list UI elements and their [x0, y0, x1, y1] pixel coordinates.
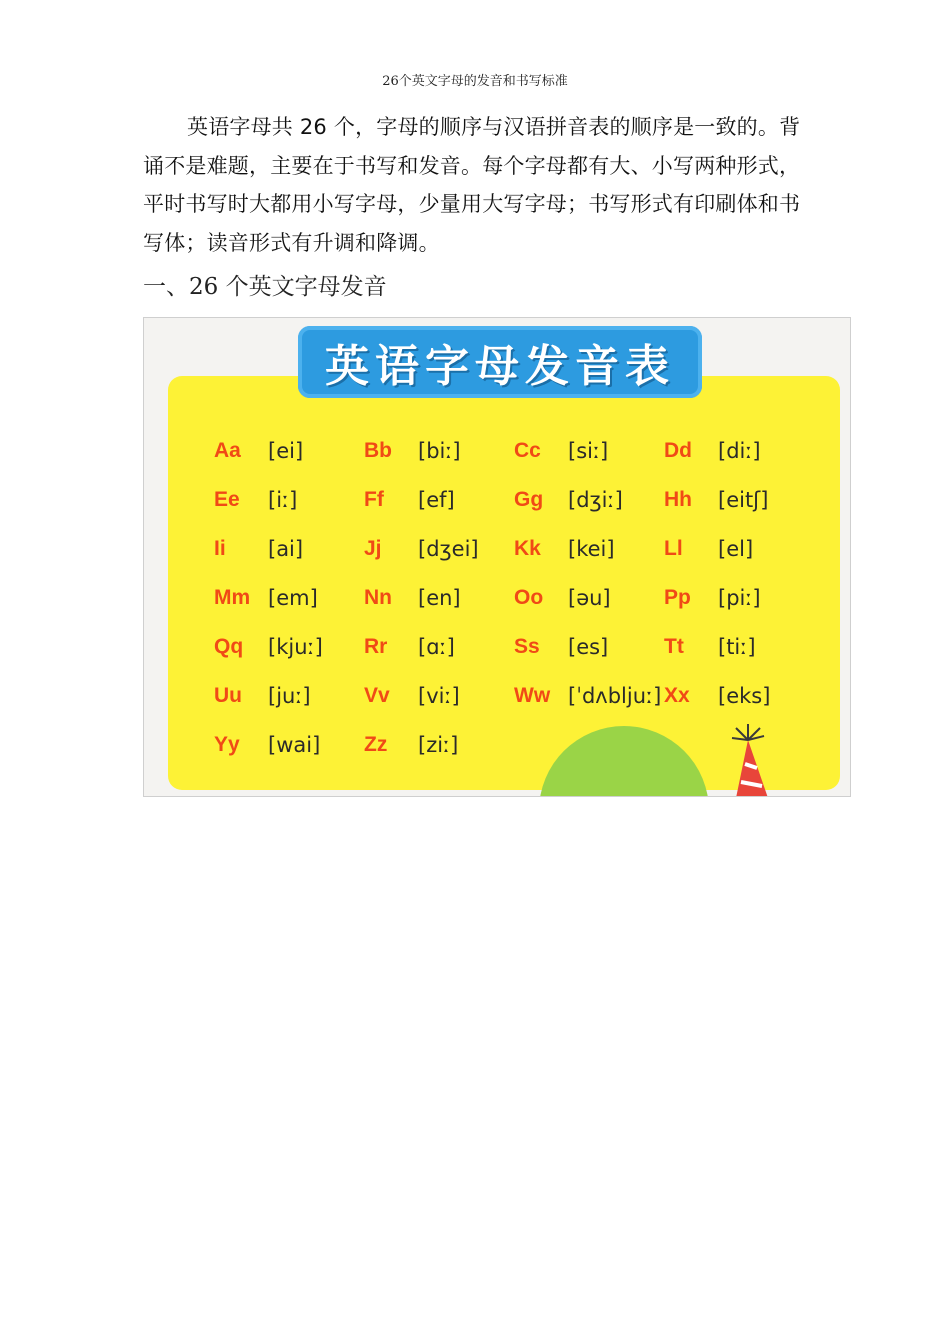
letter-label: Ff	[364, 487, 384, 511]
letter-label: Ee	[214, 487, 240, 511]
ipa-pronunciation: [ɑː]	[418, 634, 455, 659]
ipa-pronunciation: [ziː]	[418, 732, 459, 757]
ipa-pronunciation: [ei]	[268, 438, 304, 463]
letter-label: Pp	[664, 585, 691, 609]
letter-label: Dd	[664, 438, 692, 462]
section-heading: 一、26 个英文字母发音	[143, 274, 387, 300]
letter-label: Mm	[214, 585, 251, 609]
letter-entry	[364, 622, 514, 671]
ipa-pronunciation: [viː]	[418, 683, 460, 708]
letter-entry	[364, 475, 514, 524]
letter-label: Nn	[364, 585, 392, 609]
ipa-pronunciation: [dʒiː]	[568, 487, 623, 512]
ipa-pronunciation: [dʒei]	[418, 536, 479, 561]
letter-label: Hh	[664, 487, 692, 511]
letter-entry	[214, 671, 364, 720]
ipa-pronunciation: [em]	[268, 585, 318, 610]
letter-entry	[514, 524, 664, 573]
letter-entry	[664, 671, 814, 720]
ipa-pronunciation: [eks]	[718, 683, 771, 708]
ipa-pronunciation: [eitʃ]	[718, 487, 769, 512]
letter-entry	[514, 671, 664, 720]
ipa-pronunciation: [ai]	[268, 536, 304, 561]
letter-entry	[364, 573, 514, 622]
letter-label: Ss	[514, 634, 540, 658]
letter-entry	[364, 426, 514, 475]
letter-label: Cc	[514, 438, 541, 462]
ipa-pronunciation: [en]	[418, 585, 461, 610]
letter-label: Vv	[364, 683, 390, 707]
letter-label: Gg	[514, 487, 544, 511]
ipa-pronunciation: [kjuː]	[268, 634, 323, 659]
letter-entry	[214, 426, 364, 475]
ipa-pronunciation: [el]	[718, 536, 754, 561]
letter-entry	[664, 622, 814, 671]
letter-label: Xx	[664, 683, 690, 707]
letter-label: Aa	[214, 438, 241, 462]
letter-entry	[514, 622, 664, 671]
letter-label: Uu	[214, 683, 242, 707]
ipa-pronunciation: [juː]	[268, 683, 311, 708]
document-header: 26个英文字母的发音和书写标准	[382, 74, 568, 89]
alphabet-chart-image	[143, 317, 851, 797]
ipa-pronunciation: [tiː]	[718, 634, 756, 659]
ipa-pronunciation: [diː]	[718, 438, 761, 463]
letter-entry	[664, 524, 814, 573]
letter-entry	[364, 671, 514, 720]
letter-entry	[664, 475, 814, 524]
letter-label: Yy	[214, 732, 240, 756]
letter-entry	[214, 573, 364, 622]
letter-label: Qq	[214, 634, 244, 658]
letter-label: Tt	[664, 634, 684, 658]
letter-grid	[214, 426, 814, 769]
ipa-pronunciation: [biː]	[418, 438, 461, 463]
letter-entry	[514, 426, 664, 475]
letter-label: Bb	[364, 438, 392, 462]
letter-entry	[514, 475, 664, 524]
ipa-pronunciation: [ˈdʌbljuː]	[568, 683, 662, 708]
ipa-pronunciation: [es]	[568, 634, 609, 659]
letter-entry	[214, 622, 364, 671]
ipa-pronunciation: [əu]	[568, 585, 611, 610]
ipa-pronunciation: [kei]	[568, 536, 615, 561]
letter-label: Zz	[364, 732, 388, 756]
letter-entry	[364, 524, 514, 573]
letter-label: Ww	[514, 683, 551, 707]
letter-label: Ll	[664, 536, 683, 560]
chart-title-pill	[298, 326, 702, 398]
letter-label: Rr	[364, 634, 388, 658]
ipa-pronunciation: [ef]	[418, 487, 455, 512]
ipa-pronunciation: [iː]	[268, 487, 298, 512]
letter-label: Ii	[214, 536, 226, 560]
letter-entry	[364, 720, 514, 769]
letter-label: Jj	[364, 536, 382, 560]
letter-entry	[664, 573, 814, 622]
letter-entry	[214, 524, 364, 573]
letter-entry	[214, 720, 364, 769]
letter-label: Kk	[514, 536, 541, 560]
letter-label: Oo	[514, 585, 544, 609]
ipa-pronunciation: [wai]	[268, 732, 321, 757]
chart-title: 英语字母发音表	[325, 341, 675, 392]
ipa-pronunciation: [piː]	[718, 585, 761, 610]
letter-entry	[214, 475, 364, 524]
letter-entry	[514, 573, 664, 622]
intro-paragraph: 英语字母共 26 个，字母的顺序与汉语拼音表的顺序是一致的。背诵不是难题，主要在于书写和发音。每个字母都有大、小写两种形式，平时书写时大都用小写字母，少量用大写字母；书写形式有印刷体和书写体；读音形式有升调和降调。	[143, 115, 801, 255]
letter-entry	[664, 426, 814, 475]
ipa-pronunciation: [siː]	[568, 438, 609, 463]
